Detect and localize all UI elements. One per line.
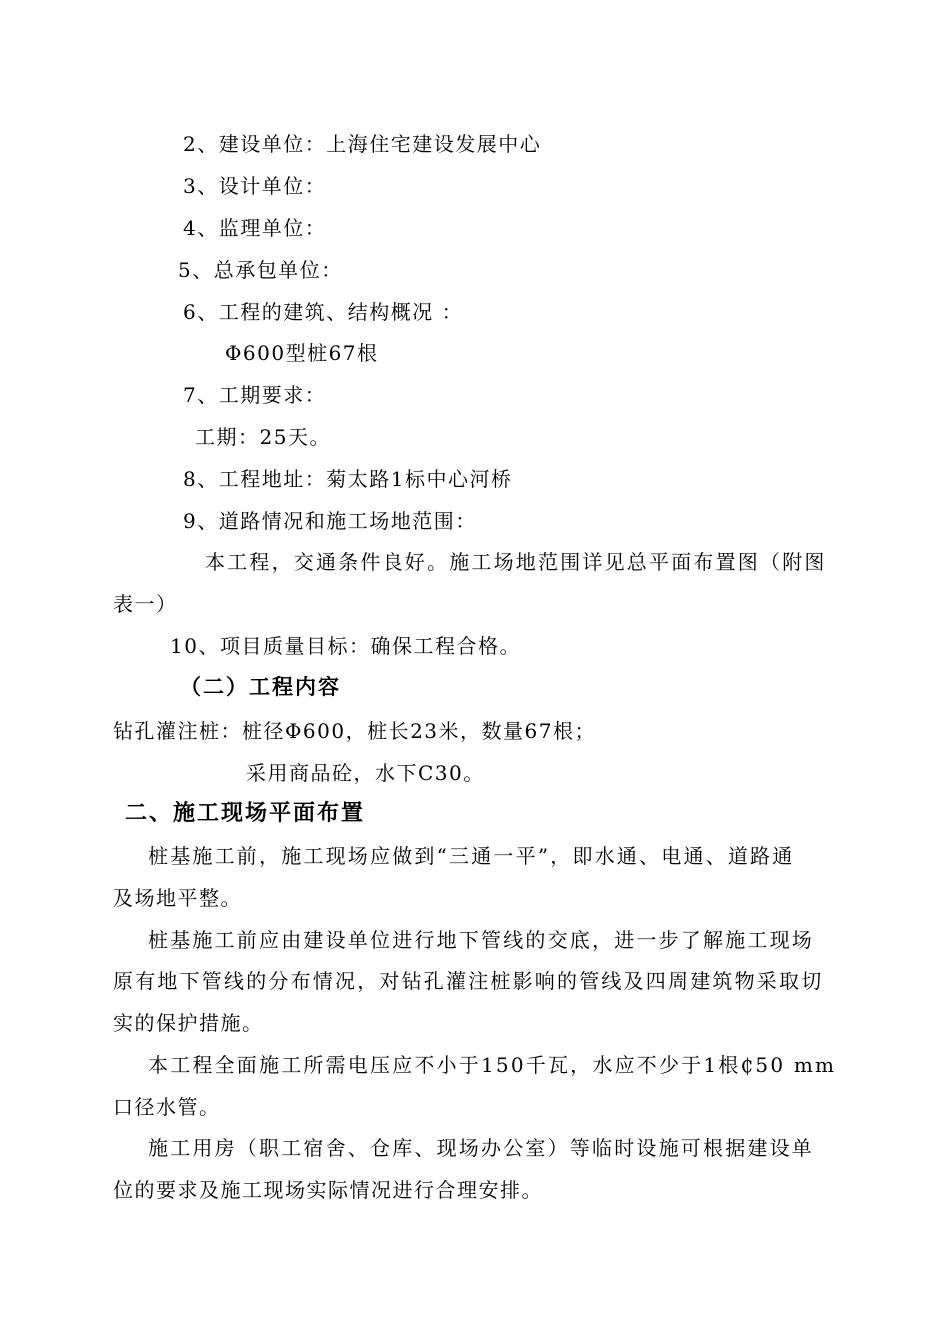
- item-roads-site-detail-line2: 表一）: [113, 592, 178, 616]
- layout-paragraph-2-line2: 原有地下管线的分布情况，对钻孔灌注桩影响的管线及四周建筑物采取切: [113, 969, 824, 993]
- layout-paragraph-3-line2: 口径水管。: [113, 1095, 221, 1119]
- layout-paragraph-1-line2: 及场地平整。: [113, 886, 242, 910]
- item-design-unit: 3、设计单位：: [183, 174, 327, 198]
- layout-paragraph-4-line2: 位的要求及施工现场实际情况进行合理安排。: [113, 1178, 543, 1202]
- item-schedule: 7、工期要求：: [183, 383, 327, 407]
- item-construction-unit: 2、建设单位：上海住宅建设发展中心: [183, 132, 542, 156]
- layout-paragraph-1-line1: 桩基施工前，施工现场应做到“三通一平”，即水通、电通、道路通: [148, 844, 795, 868]
- item-address: 8、工程地址：菊太路1标中心河桥: [183, 467, 513, 491]
- item-roads-site: 9、道路情况和施工场地范围：: [183, 509, 477, 533]
- layout-paragraph-3-line1: 本工程全面施工所需电压应不小于150千瓦，水应不少于1根₵50 mm: [148, 1053, 837, 1077]
- item-roads-site-detail-line1: 本工程，交通条件良好。施工场地范围详见总平面布置图（附图: [205, 550, 827, 574]
- item-structure-overview: 6、工程的建筑、结构概况 ：: [183, 300, 464, 324]
- section-heading-content: （二）工程内容: [180, 674, 341, 699]
- content-line-concrete: 采用商品砼，水下C30。: [246, 761, 485, 785]
- item-quality-target: 10、项目质量目标：确保工程合格。: [170, 634, 521, 658]
- layout-paragraph-2-line1: 桩基施工前应由建设单位进行地下管线的交底，进一步了解施工现场: [148, 928, 814, 952]
- content-line-piles: 钻孔灌注桩：桩径Φ600，桩长23米，数量67根；: [113, 719, 596, 743]
- layout-paragraph-2-line3: 实的保护措施。: [113, 1011, 264, 1035]
- item-structure-detail: Φ600型桩67根: [225, 341, 379, 365]
- item-supervision-unit: 4、监理单位：: [183, 216, 327, 240]
- item-schedule-detail: 工期：25天。: [195, 425, 331, 449]
- item-general-contractor: 5、总承包单位：: [178, 258, 343, 282]
- section-heading-layout: 二、施工现场平面布置: [125, 800, 366, 826]
- layout-paragraph-4-line1: 施工用房（职工宿舍、仓库、现场办公室）等临时设施可根据建设单: [148, 1136, 814, 1160]
